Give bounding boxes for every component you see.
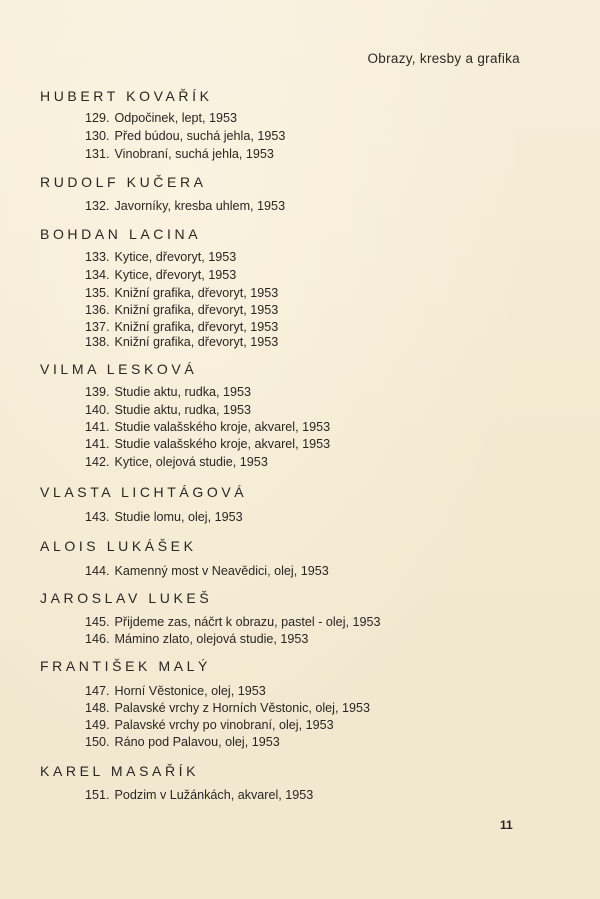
catalog-item: 136. Knižní grafika, dřevoryt, 1953 <box>85 303 279 317</box>
catalog-item: 147. Horní Věstonice, olej, 1953 <box>85 684 266 698</box>
artist-heading: VILMA LESKOVÁ <box>40 361 198 377</box>
catalog-item: 139. Studie aktu, rudka, 1953 <box>85 385 252 399</box>
artist-heading: KAREL MASAŘÍK <box>40 763 200 779</box>
catalog-item: 140. Studie aktu, rudka, 1953 <box>85 403 252 417</box>
catalog-item: 149. Palavské vrchy po vinobraní, olej, 1953 <box>85 718 334 732</box>
catalog-item: 151. Podzim v Lužánkách, akvarel, 1953 <box>85 788 314 802</box>
catalog-item: 137. Knižní grafika, dřevoryt, 1953 <box>85 320 279 334</box>
catalog-item: 142. Kytice, olejová studie, 1953 <box>85 455 268 469</box>
catalog-item: 150. Ráno pod Palavou, olej, 1953 <box>85 735 280 749</box>
artist-heading: VLASTA LICHTÁGOVÁ <box>40 484 248 500</box>
artist-heading: RUDOLF KUČERA <box>40 174 207 190</box>
catalog-item: 145. Přijdeme zas, náčrt k obrazu, pastel - olej, 1953 <box>85 615 381 629</box>
catalog-item: 138. Knižní grafika, dřevoryt, 1953 <box>85 335 279 349</box>
catalog-item: 135. Knižní grafika, dřevoryt, 1953 <box>85 286 279 300</box>
artist-heading: FRANTIŠEK MALÝ <box>40 658 211 674</box>
running-head: Obrazy, kresby a grafika <box>367 51 520 66</box>
catalog-item: 133. Kytice, dřevoryt, 1953 <box>85 250 237 264</box>
catalog-item: 134. Kytice, dřevoryt, 1953 <box>85 268 237 282</box>
artist-heading: ALOIS LUKÁŠEK <box>40 538 197 554</box>
page-number: 11 <box>500 818 513 832</box>
catalog-item: 141. Studie valašského kroje, akvarel, 1953 <box>85 437 331 451</box>
catalog-item: 132. Javorníky, kresba uhlem, 1953 <box>85 199 286 213</box>
catalog-item: 146. Mámino zlato, olejová studie, 1953 <box>85 632 309 646</box>
artist-heading: JAROSLAV LUKEŠ <box>40 590 213 606</box>
artist-heading: BOHDAN LACINA <box>40 226 202 242</box>
catalog-item: 144. Kamenný most v Neavědici, olej, 1953 <box>85 564 329 578</box>
catalog-item: 131. Vinobraní, suchá jehla, 1953 <box>85 147 274 161</box>
catalog-item: 148. Palavské vrchy z Horních Věstonic, olej, 1953 <box>85 701 370 715</box>
catalog-item: 143. Studie lomu, olej, 1953 <box>85 510 243 524</box>
catalog-item: 141. Studie valašského kroje, akvarel, 1953 <box>85 420 331 434</box>
catalog-item: 130. Před búdou, suchá jehla, 1953 <box>85 129 286 143</box>
catalog-item: 129. Odpočinek, lept, 1953 <box>85 111 238 125</box>
artist-heading: HUBERT KOVAŘÍK <box>40 88 213 104</box>
